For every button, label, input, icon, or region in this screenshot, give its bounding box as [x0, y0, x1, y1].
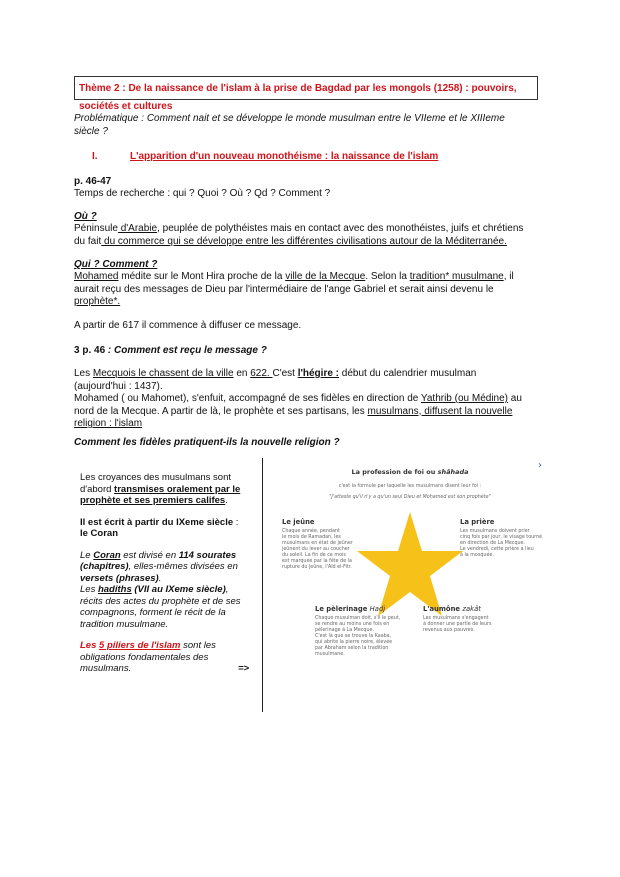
jeune-text-line: le mois de Ramadan, les [282, 535, 341, 540]
hegire-paragraph [74, 368, 554, 431]
pelerinage-text-line: musulmane. [315, 652, 345, 657]
left-text: , [225, 584, 229, 595]
ou-text: , peuplée de polythéistes mais en contact avec des monothéistes, juifs et chrétiens [157, 223, 524, 234]
qui-paragraph [74, 271, 544, 309]
theme-title-box [74, 76, 538, 112]
qui-text: . Selon la [365, 271, 410, 282]
left-text: tradition musulmane. [80, 618, 169, 630]
pelerinage-text-line: Chaque musulman doit, s'il le peut, [315, 616, 401, 621]
pelerinage-heading-text: Le pèlerinage [315, 605, 370, 613]
pratique-question: Comment les fidèles pratiquent-ils la nouvelle religion ? [74, 437, 340, 448]
left-text: hadiths [97, 584, 132, 595]
left-text: compagnons, forment le récit de la [80, 607, 226, 618]
diffusion-line: A partir de 617 il commence à diffuser ce message. [74, 320, 302, 331]
column-divider [262, 458, 263, 712]
left-text: prophète et ses premiers califes [80, 495, 226, 506]
ou-heading: Où ? [74, 211, 97, 222]
left-text: 114 sourates [178, 549, 237, 561]
ou-text: du fait [74, 235, 102, 247]
left-text: Les [80, 584, 98, 595]
jeune-text-line: jeûnent du lever au coucher [282, 547, 350, 552]
qui-text: prophète*. [74, 296, 121, 307]
left-text: (chapitres) [80, 561, 129, 572]
ou-text: d'Arabie [117, 223, 158, 234]
pelerinage-text-line: par Abraham selon la tradition [315, 646, 389, 651]
left-text: d'abord [80, 483, 115, 495]
hegire-text: Mohamed ( ou Mahomet), s'enfuit, accompagné de ses fidèles en direction de [74, 393, 421, 404]
research-line: Temps de recherche : qui ? Quoi ? Où ? Qd ? Comment ? [74, 188, 331, 199]
left-text: obligations fondamentales des [80, 651, 209, 663]
qui-text: , il [503, 271, 514, 282]
ou-paragraph [74, 223, 544, 248]
priere-text [460, 529, 560, 559]
jeune-heading: Le jeûne [282, 518, 315, 526]
hegire-text: au [508, 393, 522, 404]
arrow-right-icon: => [238, 663, 250, 674]
left-text: Il est écrit à partir du IXeme siècle [80, 516, 234, 528]
pelerinage-text-line: qui abrite la pierre noire, élevée [315, 640, 393, 645]
left-text: . [158, 572, 162, 584]
pelerinage-heading [315, 605, 385, 613]
qui-text: médite sur le Mont Hira proche de la [118, 271, 286, 282]
left-text: : [233, 516, 239, 528]
left-text: récits des actes du prophète et de ses [80, 595, 241, 607]
recu-question: : Comment est reçu le message ? [107, 345, 267, 356]
ou-text: du commerce qui se développe entre les différentes civilisations autour de la Méditerranée. [101, 235, 507, 247]
left-column [80, 472, 264, 675]
priere-text-line: à la mosquée. [460, 553, 494, 558]
hegire-text: l'hégire : [297, 368, 340, 379]
aumone-text-line: Les musulmans s'engagent [423, 616, 489, 621]
hegire-text: Les [74, 368, 93, 379]
ou-text: Péninsule [74, 223, 118, 234]
jeune-text-line: Chaque année, pendant [282, 529, 340, 534]
aumone-text-line: à donner une partie de leurs [423, 622, 492, 627]
left-text: Le [80, 549, 94, 561]
recu-heading [74, 345, 267, 358]
aumone-text-line: revenus aux pauvres. [423, 628, 475, 633]
hegire-text: Yathrib (ou Médine) [420, 393, 509, 404]
hegire-text: Mecquois le chassent de la ville [92, 368, 234, 379]
hegire-text: religion : l'islam [74, 418, 143, 429]
jeune-text [282, 529, 382, 571]
pelerinage-heading-word: Hadj [369, 605, 386, 613]
hegire-text: en [233, 368, 251, 379]
left-text: le Coran [80, 528, 119, 539]
left-text: Les croyances des musulmans sont [80, 472, 232, 483]
aumone-heading-word: zakât [462, 605, 481, 613]
shahada-title-word: shâhada [437, 468, 469, 476]
theme-title-line2: sociétés et cultures [79, 101, 173, 112]
section-number: I. [92, 151, 98, 162]
qui-text: aurait reçu des messages de Dieu par l'intermédiaire de l'ange Gabriel et serait ainsi devenu le [74, 283, 494, 295]
jeune-text-line: rupture du jeûne, l'Aïd el-Fitr. [282, 565, 352, 570]
left-text: . [225, 495, 228, 506]
priere-text-line: en direction de La Mecque. [460, 541, 526, 546]
pelerinage-text-line: C'est là que se trouve la Kaaba, [315, 634, 392, 639]
qui-text: Mohamed [74, 271, 119, 282]
aumone-text [423, 616, 523, 634]
hegire-text: musulmans, diffusent la nouvelle [367, 405, 513, 417]
shahada-subtitle: c'est la formule par laquelle les musulmans disent leur foi : [338, 484, 482, 489]
priere-text-line: cinq fois par jour, le visage tourné [460, 535, 543, 540]
left-text: , elles-mêmes divisées en [128, 561, 238, 572]
priere-heading: La prière [460, 518, 495, 526]
jeune-text-line: est marquée par la fête de la [282, 559, 352, 564]
left-text: (VII au IXeme siècle) [134, 584, 226, 595]
left-text: transmises oralement par le [114, 483, 241, 495]
left-text: est divisé en [120, 549, 179, 561]
hegire-text: 622. [250, 368, 273, 379]
shahada-title [268, 468, 552, 476]
pelerinage-text-line: se rendre au moins une fois en [315, 622, 390, 627]
section-title: L'apparition d'un nouveau monothéisme : la naissance de l'islam [130, 151, 439, 162]
infographic-five-pillars [268, 460, 552, 682]
chevron-right-icon: › [538, 460, 542, 471]
problematique [74, 113, 544, 138]
aumone-heading [423, 605, 481, 613]
shahada-quote: "J'atteste qu'il n'y a qu'un seul Dieu et Mohamed est son prophète" [329, 495, 491, 500]
theme-title-line1: Thème 2 : De la naissance de l'islam à la prise de Bagdad par les mongols (1258) : pouvoirs, [79, 83, 517, 94]
left-text: Les [80, 640, 100, 651]
recu-pages: 3 p. 46 [74, 345, 108, 356]
left-text: musulmans. [80, 663, 132, 674]
qui-text: ville de la Mecque [285, 271, 366, 282]
hegire-text: nord de la Mecque. A partir de là, le prophète et ses partisans, les [74, 405, 368, 417]
pages-ref: p. 46-47 [74, 176, 112, 187]
jeune-text-line: du soleil. La fin de ce mois [282, 553, 346, 558]
left-text: 5 piliers de l'islam [99, 640, 181, 651]
problematique-line2: siècle ? [74, 125, 108, 137]
aumone-heading-text: L'aumône [423, 605, 463, 613]
qui-text: tradition* musulmane [409, 271, 504, 282]
pelerinage-text-line: pèlerinage à La Mecque. [315, 628, 374, 633]
priere-text-line: Le vendredi, cette prière a lieu [460, 547, 534, 552]
pelerinage-text [315, 616, 415, 658]
hegire-text: début du calendrier musulman [339, 368, 477, 379]
left-text: Coran [93, 549, 121, 561]
jeune-text-line: musulmans en état de jeûner [282, 541, 353, 546]
left-text: sont les [180, 640, 216, 651]
hegire-text: C'est [272, 368, 298, 379]
hegire-text: (aujourd'hui : 1437). [74, 380, 163, 392]
priere-text-line: Les musulmans doivent prier [460, 529, 530, 534]
left-text: versets (phrases) [80, 572, 159, 584]
shahada-title-text: La profession de foi ou [351, 468, 438, 476]
problematique-line1: Problématique : Comment nait et se développe le monde musulman entre le VIIeme et le XIIIeme [74, 113, 505, 124]
qui-heading: Qui ? Comment ? [74, 259, 158, 270]
